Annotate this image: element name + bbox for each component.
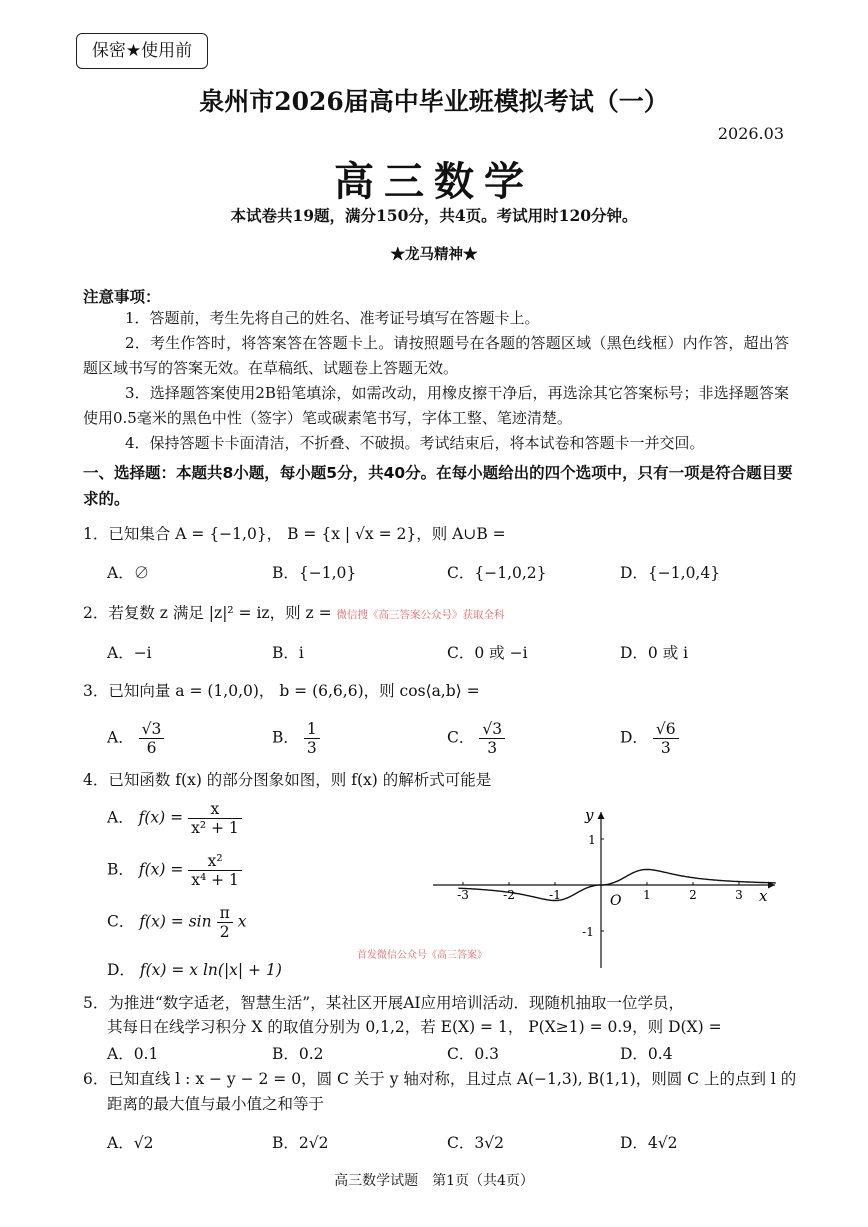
q1-option-a: A．∅ bbox=[107, 564, 150, 582]
q3-b-numerator: 1 bbox=[304, 720, 320, 739]
q3-d-numerator: √6 bbox=[653, 720, 679, 739]
q4-d-text: f(x) = x ln(|x| + 1) bbox=[139, 961, 282, 979]
q5-option-b: B．0.2 bbox=[272, 1045, 324, 1063]
q5-option-a: A．0.1 bbox=[107, 1045, 159, 1063]
q3-d-denominator: 3 bbox=[660, 739, 671, 757]
q1-option-b: B．{−1,0} bbox=[272, 564, 357, 582]
q6-option-d: D．4√2 bbox=[620, 1134, 678, 1152]
notice-item-1: 1．答题前，考生先将自己的姓名、准考证号填写在答题卡上。 bbox=[125, 309, 540, 327]
q3-option-a-fraction bbox=[139, 720, 165, 757]
q4-a-lhs: f(x) = bbox=[138, 808, 184, 827]
q5-stem-line2: 其每日在线学习积分 X 的取值分别为 0,1,2，若 E(X) = 1， P(X≥1) = 0.9，则 D(X) = bbox=[107, 1018, 722, 1036]
q5-option-d: D．0.4 bbox=[620, 1045, 673, 1063]
y-tick-label: -1 bbox=[582, 925, 594, 939]
q3-stem: 3．已知向量 a = (1,0,0)， b = (6,6,6)，则 cos⟨a,b⟩ = bbox=[83, 682, 480, 700]
q3-option-b-fraction bbox=[304, 720, 320, 757]
q3-option-d-label: D． bbox=[620, 728, 648, 747]
q4-option-b bbox=[107, 852, 242, 889]
q5-option-c: C．0.3 bbox=[447, 1045, 500, 1063]
notice-item-2: 2．考生作答时，将答案答在答题卡上。请按照题号在各题的答题区域（黑色线框）内作答，超出答题区域书写的答案无效。在草稿纸、试题卷上答题无效。 bbox=[83, 334, 789, 377]
q1-option-d: D．{−1,0,4} bbox=[620, 564, 721, 582]
y-tick-label: 1 bbox=[588, 833, 596, 847]
q4-option-b-label: B． bbox=[107, 860, 134, 879]
origin-label: O bbox=[610, 893, 622, 909]
q3-option-b bbox=[272, 720, 320, 757]
q3-option-d bbox=[620, 720, 679, 757]
q4-c-denominator: 2 bbox=[219, 923, 230, 941]
q3-option-a-label: A． bbox=[107, 728, 134, 747]
q5-stem-line1: 5．为推进“数字适老，智慧生活”，某社区开展AI应用培训活动．现随机抽取一位学员， bbox=[83, 994, 685, 1012]
q6-stem-line1: 6．已知直线 l : x − y − 2 = 0，圆 C 关于 y 轴对称，且过点 A(−1,3), B(1,1)，则圆 C 上的点到 l 的 bbox=[83, 1070, 797, 1088]
q4-c-tail: x bbox=[237, 912, 247, 931]
q6-option-c: C．3√2 bbox=[447, 1134, 504, 1152]
x-tick-label: -2 bbox=[503, 888, 515, 902]
q3-option-c-fraction bbox=[479, 720, 505, 757]
q4-a-numerator: x bbox=[188, 800, 242, 819]
y-axis-label: y bbox=[585, 806, 594, 824]
q3-option-b-label: B． bbox=[272, 728, 299, 747]
q6-option-b: B．2√2 bbox=[272, 1134, 329, 1152]
exam-date: 2026.03 bbox=[717, 124, 784, 143]
secret-badge: 保密★使用前 bbox=[76, 33, 208, 69]
q2-option-c: C．0 或 −i bbox=[447, 644, 528, 662]
exam-title: 泉州市2026届高中毕业班模拟考试（一） bbox=[199, 87, 669, 116]
q3-option-a bbox=[107, 720, 164, 757]
q3-option-c-label: C． bbox=[447, 728, 475, 747]
q4-option-d bbox=[107, 958, 282, 980]
q2-stem bbox=[83, 601, 505, 623]
notice-item-4: 4．保持答题卡卡面清洁，不折叠、不破损。考试结束后，将本试卷和答题卡一并交回。 bbox=[125, 434, 705, 452]
q3-a-denominator: 6 bbox=[146, 739, 157, 757]
page-footer: 高三数学试题 第1页（共4页） bbox=[334, 1173, 534, 1189]
q4-option-a bbox=[107, 800, 242, 837]
q4-b-denominator: x⁴ + 1 bbox=[191, 871, 239, 889]
x-tick-label: -3 bbox=[457, 888, 469, 902]
q4-c-fraction bbox=[217, 904, 233, 941]
q3-b-denominator: 3 bbox=[306, 739, 317, 757]
q2-stem-text: 2．若复数 z 满足 |z|² = iz，则 z = bbox=[83, 604, 332, 622]
q4-stem: 4．已知函数 f(x) 的部分图象如图，则 f(x) 的解析式可能是 bbox=[83, 771, 492, 789]
x-tick-label: 1 bbox=[643, 888, 651, 902]
notice-item-3: 3．选择题答案使用2B铅笔填涂，如需改动，用橡皮擦干净后，再选涂其它答案标号；非选择题答案使用0.5毫米的黑色中性（签字）笔或碳素笔书写，字体工整、笔迹清楚。 bbox=[83, 384, 789, 427]
x-axis-label: x bbox=[759, 887, 768, 905]
q4-option-a-label: A． bbox=[107, 808, 134, 827]
motto: ★龙马精神★ bbox=[390, 246, 478, 263]
q4-b-numerator: x² bbox=[188, 852, 242, 871]
exam-info: 本试卷共19题，满分150分，共4页。考试用时120分钟。 bbox=[230, 206, 638, 225]
q4-option-c bbox=[107, 904, 246, 941]
q1-option-c: C．{−1,0,2} bbox=[447, 564, 547, 582]
q4-option-d-label: D． bbox=[107, 961, 135, 979]
q4-b-fraction bbox=[188, 852, 242, 889]
q4-b-lhs: f(x) = bbox=[138, 860, 184, 879]
q2-option-d: D．0 或 i bbox=[620, 644, 689, 662]
q4-c-lhs: f(x) = sin bbox=[139, 912, 212, 931]
x-tick-label: -1 bbox=[549, 888, 561, 902]
q6-option-a: A．√2 bbox=[107, 1134, 154, 1152]
q3-a-numerator: √3 bbox=[139, 720, 165, 739]
notice-title: 注意事项： bbox=[83, 288, 161, 306]
q2-option-b: B．i bbox=[272, 644, 304, 662]
q3-c-denominator: 3 bbox=[487, 739, 498, 757]
q3-option-c bbox=[447, 720, 505, 757]
q4-a-denominator: x² + 1 bbox=[191, 819, 239, 837]
q3-option-d-fraction bbox=[653, 720, 679, 757]
q2-watermark: 微信搜《高三答案公众号》获取全科 bbox=[336, 609, 505, 621]
q4-a-fraction bbox=[188, 800, 242, 837]
x-tick-label: 2 bbox=[689, 888, 697, 902]
q3-c-numerator: √3 bbox=[479, 720, 505, 739]
q6-stem-line2: 距离的最大值与最小值之和等于 bbox=[107, 1095, 325, 1113]
q4-option-c-label: C． bbox=[107, 912, 135, 931]
x-tick-label: 3 bbox=[735, 888, 743, 902]
q4-c-numerator: π bbox=[217, 904, 233, 923]
graph-watermark: 首发微信公众号《高三答案》 bbox=[357, 950, 487, 961]
section-heading: 一、选择题：本题共8小题，每小题5分，共40分。在每小题给出的四个选项中，只有一项是符合题目要求的。 bbox=[83, 464, 793, 508]
q4-function-graph bbox=[357, 800, 785, 975]
subject-title: 高三数学 bbox=[334, 158, 534, 205]
q2-option-a: A．−i bbox=[107, 644, 152, 662]
q1-stem: 1．已知集合 A = {−1,0}， B = {x | √x = 2}，则 A∪B = bbox=[83, 525, 506, 543]
